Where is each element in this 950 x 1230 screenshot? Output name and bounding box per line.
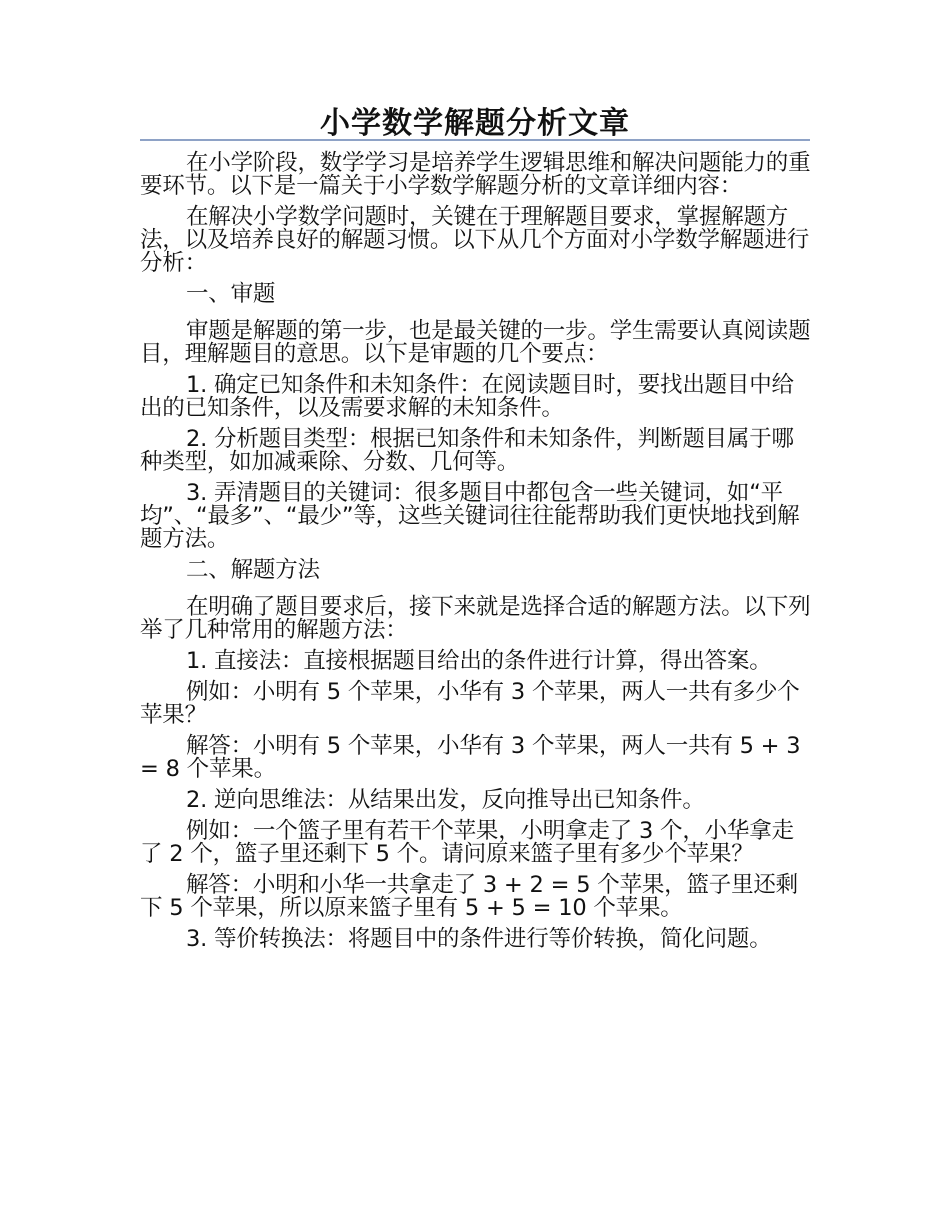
paragraph: 解答：小明和小华一共拿走了 3 + 2 = 5 个苹果，篮子里还剩下 5 个苹果，所以原来篮子里有 5 + 5 = 10 个苹果。 [140, 872, 798, 921]
paragraph: 3. 弄清题目的关键词：很多题目中都包含一些关键词，如“平均”、“最多”、“最少”等，这些关键词往往能帮助我们更快地找到解题方法。 [140, 480, 800, 552]
document-body [140, 152, 812, 959]
paragraph: 1. 确定已知条件和未知条件：在阅读题目时，要找出题目中给出的已知条件，以及需要求解的未知条件。 [140, 372, 794, 421]
paragraph: 例如：小明有 5 个苹果，小华有 3 个苹果，两人一共有多少个苹果？ [140, 679, 800, 728]
paragraph: 1. 直接法：直接根据题目给出的条件进行计算，得出答案。 [186, 648, 772, 674]
section-heading: 一、审题 [186, 281, 276, 307]
paragraph: 例如：一个篮子里有若干个苹果，小明拿走了 3 个，小华拿走了 2 个，篮子里还剩下 5 个。请问原来篮子里有多少个苹果？ [140, 818, 794, 867]
paragraph: 3. 等价转换法：将题目中的条件进行等价转换，简化问题。 [186, 926, 772, 952]
paragraph: 解答：小明有 5 个苹果，小华有 3 个苹果，两人一共有 5 + 3 = 8 个苹果。 [140, 733, 801, 782]
paragraph: 在解决小学数学问题时，关键在于理解题目要求，掌握解题方法，以及培养良好的解题习惯。以下从几个方面对小学数学解题进行分析： [140, 204, 810, 276]
section-heading: 二、解题方法 [186, 557, 320, 583]
document-title: 小学数学解题分析文章 [320, 106, 630, 141]
paragraph: 审题是解题的第一步，也是最关键的一步。学生需要认真阅读题目，理解题目的意思。以下是审题的几个要点： [140, 318, 811, 367]
paragraph: 在小学阶段，数学学习是培养学生逻辑思维和解决问题能力的重要环节。以下是一篇关于小学数学解题分析的文章详细内容： [140, 150, 811, 199]
paragraph: 2. 分析题目类型：根据已知条件和未知条件，判断题目属于哪种类型，如加减乘除、分数、几何等。 [140, 426, 794, 475]
paragraph: 2. 逆向思维法：从结果出发，反向推导出已知条件。 [186, 787, 705, 813]
paragraph: 在明确了题目要求后，接下来就是选择合适的解题方法。以下列举了几种常用的解题方法： [140, 594, 811, 643]
title-underline [140, 139, 810, 141]
